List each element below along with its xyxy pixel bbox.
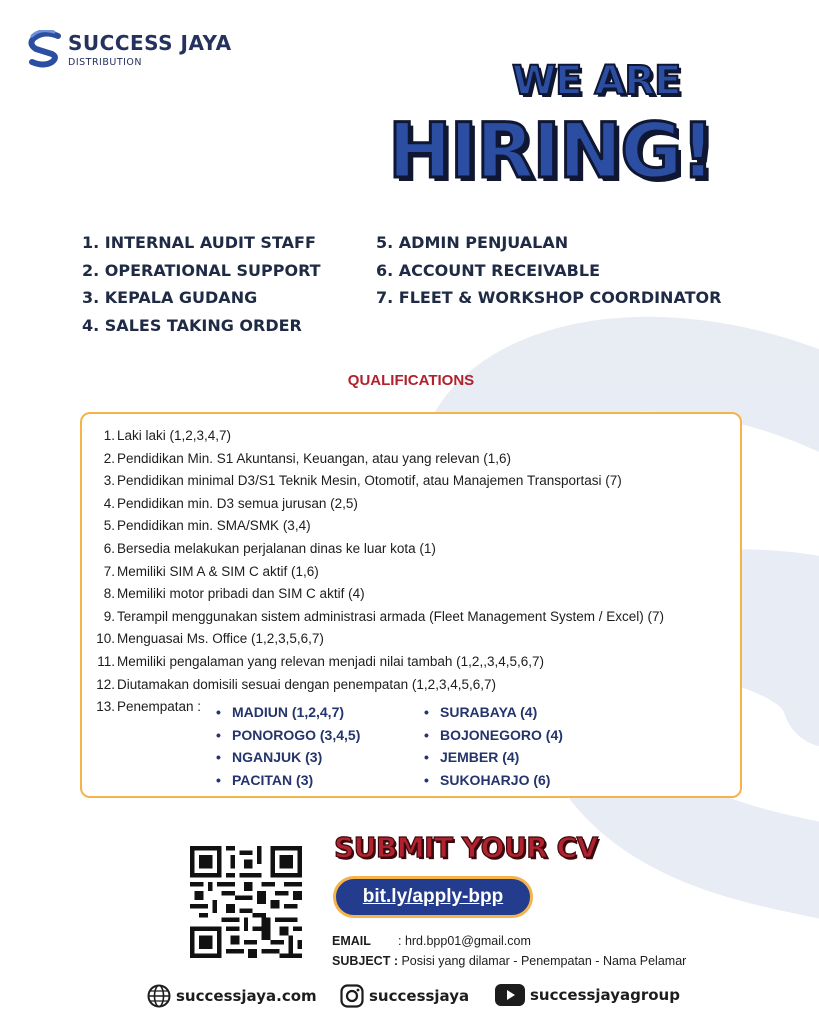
position-item: 2. OPERATIONAL SUPPORT — [82, 260, 321, 280]
list-item: 10. Menguasai Ms. Office (1,2,3,5,6,7) — [96, 631, 324, 647]
positions-list-right — [376, 232, 721, 315]
list-item: 3. Pendidikan minimal D3/S1 Teknik Mesin, Otomotif, atau Manajemen Transportasi (7) — [103, 473, 622, 489]
position-item: 6. ACCOUNT RECEIVABLE — [376, 260, 600, 280]
placement-item: • SURABAYA (4) — [424, 704, 538, 720]
company-subtitle: DISTRIBUTION — [68, 57, 143, 68]
logo-s-icon — [28, 30, 62, 70]
contact-info — [332, 931, 686, 971]
position-item: 5. ADMIN PENJUALAN — [376, 233, 569, 252]
headline-we-are: WE ARE — [512, 58, 681, 104]
placement-item: • PACITAN (3) — [216, 771, 314, 788]
qualifications-list — [82, 426, 664, 720]
list-item: 4. Pendidikan min. D3 semua jurusan (2,5) — [103, 495, 358, 511]
company-logo — [28, 30, 232, 70]
list-item: 13. Penempatan : — [96, 699, 202, 715]
list-item: 8. Memiliki motor pribadi dan SIM C aktif (4) — [103, 586, 365, 602]
placement-item: • BOJONEGORO (4) — [424, 726, 563, 743]
placement-item: • JEMBER (4) — [424, 749, 520, 766]
list-item: 2. Pendidikan Min. S1 Akuntansi, Keuangan, atau yang relevan (1,6) — [103, 450, 512, 466]
positions-list-left — [82, 232, 321, 342]
headline-hiring: HIRING! — [388, 106, 714, 195]
position-item: 1. INTERNAL AUDIT STAFF — [82, 233, 316, 252]
list-item: 11. Memiliki pengalaman yang relevan menjadi nilai tambah (1,2,,3,4,5,6,7) — [97, 653, 544, 669]
website-link[interactable]: successjaya.com — [147, 984, 317, 1008]
placement-item: • SUKOHARJO (6) — [424, 771, 551, 788]
youtube-link[interactable]: successjayagroup — [495, 984, 680, 1006]
position-item: 4. SALES TAKING ORDER — [82, 315, 302, 335]
email-value[interactable]: : hrd.bpp01@gmail.com — [398, 934, 531, 948]
instagram-link[interactable]: successjaya — [340, 984, 469, 1008]
qr-code-icon[interactable] — [190, 846, 302, 958]
email-line: EMAIL : hrd.bpp01@gmail.com — [332, 934, 531, 948]
placement-item: • MADIUN (1,2,4,7) — [216, 704, 345, 720]
list-item: 7. Memiliki SIM A & SIM C aktif (1,6) — [103, 563, 319, 579]
subject-line: SUBJECT : Posisi yang dilamar - Penempatan - Nama Pelamar — [332, 954, 687, 968]
list-item: 1. Laki laki (1,2,3,4,7) — [103, 428, 232, 443]
globe-icon — [147, 984, 171, 1008]
submit-cv-title: SUBMIT YOUR CV — [334, 831, 598, 864]
placement-item: • PONOROGO (3,4,5) — [216, 726, 361, 743]
list-item: 12. Diutamakan domisili sesuai dengan penempatan (1,2,3,4,5,6,7) — [96, 676, 496, 692]
qualifications-box — [80, 412, 742, 798]
qualifications-title: QUALIFICATIONS — [347, 372, 475, 389]
position-item: 3. KEPALA GUDANG — [82, 288, 258, 307]
instagram-icon — [340, 984, 364, 1008]
list-item: 9. Terampil menggunakan sistem administrasi armada (Fleet Management System / Excel) (7) — [103, 608, 664, 624]
placement-item: • NGANJUK (3) — [216, 749, 323, 766]
list-item: 6. Bersedia melakukan perjalanan dinas ke luar kota (1) — [103, 540, 436, 556]
placements-right — [424, 702, 563, 792]
placements-left — [216, 702, 360, 792]
apply-link-button[interactable]: bit.ly/apply-bpp — [333, 876, 533, 918]
youtube-icon — [495, 984, 525, 1006]
list-item: 5. Pendidikan min. SMA/SMK (3,4) — [103, 518, 311, 534]
company-name: SUCCESS JAYA — [68, 31, 232, 55]
position-item: 7. FLEET & WORKSHOP COORDINATOR — [376, 288, 722, 307]
